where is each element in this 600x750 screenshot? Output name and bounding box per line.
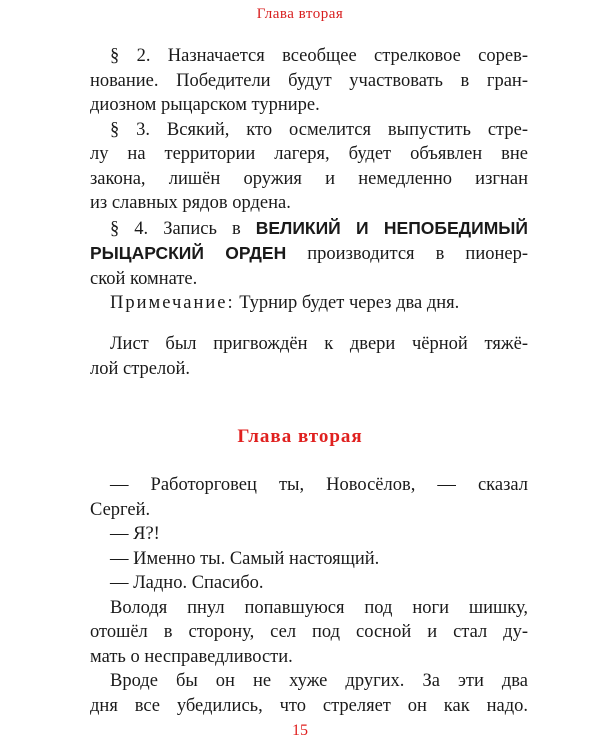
dialog-1-line-1: — Работорговец ты, Новосёлов, — сказал — [110, 475, 528, 495]
dialog-4: — Ладно. Спасибо. — [110, 573, 264, 593]
paragraph-3-line-3: закона, лишён оружия и немедленно изгнан — [90, 168, 528, 189]
paragraph-4-line-3: ской комнате. — [90, 268, 198, 289]
note-text: Турнир будет через два дня. — [234, 293, 460, 313]
chapter-body — [90, 473, 528, 718]
paragraph-4-suffix: производится в пионер- — [286, 244, 528, 264]
running-head: Глава вторая — [256, 6, 344, 22]
paragraph-2-line-3: диозном рыцарском турнире. — [90, 95, 320, 115]
para-1-line-2: отошёл в сторону, сел под сосной и стал ду- — [90, 622, 528, 642]
note-label: Примечание: — [110, 293, 235, 313]
paragraph-3-line-1: § 3. Всякий, кто осмелится выпустить стре- — [110, 119, 528, 140]
page-number: 15 — [292, 722, 308, 739]
dialog-1-line-2: Сергей. — [90, 499, 151, 520]
dialog-3: — Именно ты. Самый настоящий. — [110, 548, 380, 569]
paragraph-4-line-2 — [90, 241, 528, 267]
closing-section — [90, 332, 528, 381]
paragraph-4-line-1 — [90, 216, 528, 242]
note-line — [90, 291, 528, 316]
para-2-line-1: Вроде бы он не хуже других. За эти два — [110, 671, 528, 691]
dialog-2: — Я?! — [110, 524, 160, 544]
notice-section — [90, 44, 528, 316]
para-2-line-2: дня все убедились, что стреляет он как надо. — [90, 695, 528, 716]
closing-line-1: Лист был пригвождён к двери чёрной тяжё- — [110, 334, 528, 354]
closing-line-2: лой стрелой. — [90, 358, 190, 379]
para-1-line-1: Володя пнул попавшуюся под ноги шишку, — [110, 597, 528, 618]
order-name-part-2: РЫЦАРСКИЙ ОРДЕН — [90, 243, 287, 263]
paragraph-3-line-2: лу на территории лагеря, будет объявлен вне — [90, 144, 528, 164]
order-name-part-1: ВЕЛИКИЙ И НЕПОБЕДИМЫЙ — [255, 217, 528, 238]
para-1-line-3: мать о несправедливости. — [90, 646, 293, 667]
paragraph-3-line-4: из славных рядов ордена. — [90, 193, 291, 213]
chapter-title: Глава вторая — [237, 426, 363, 447]
paragraph-2-line-1: § 2. Назначается всеобщее стрелковое сорев- — [110, 46, 528, 66]
paragraph-4-prefix: § 4. Запись в — [110, 218, 256, 239]
paragraph-2-line-2: нование. Победители будут участвовать в гран- — [90, 70, 528, 91]
